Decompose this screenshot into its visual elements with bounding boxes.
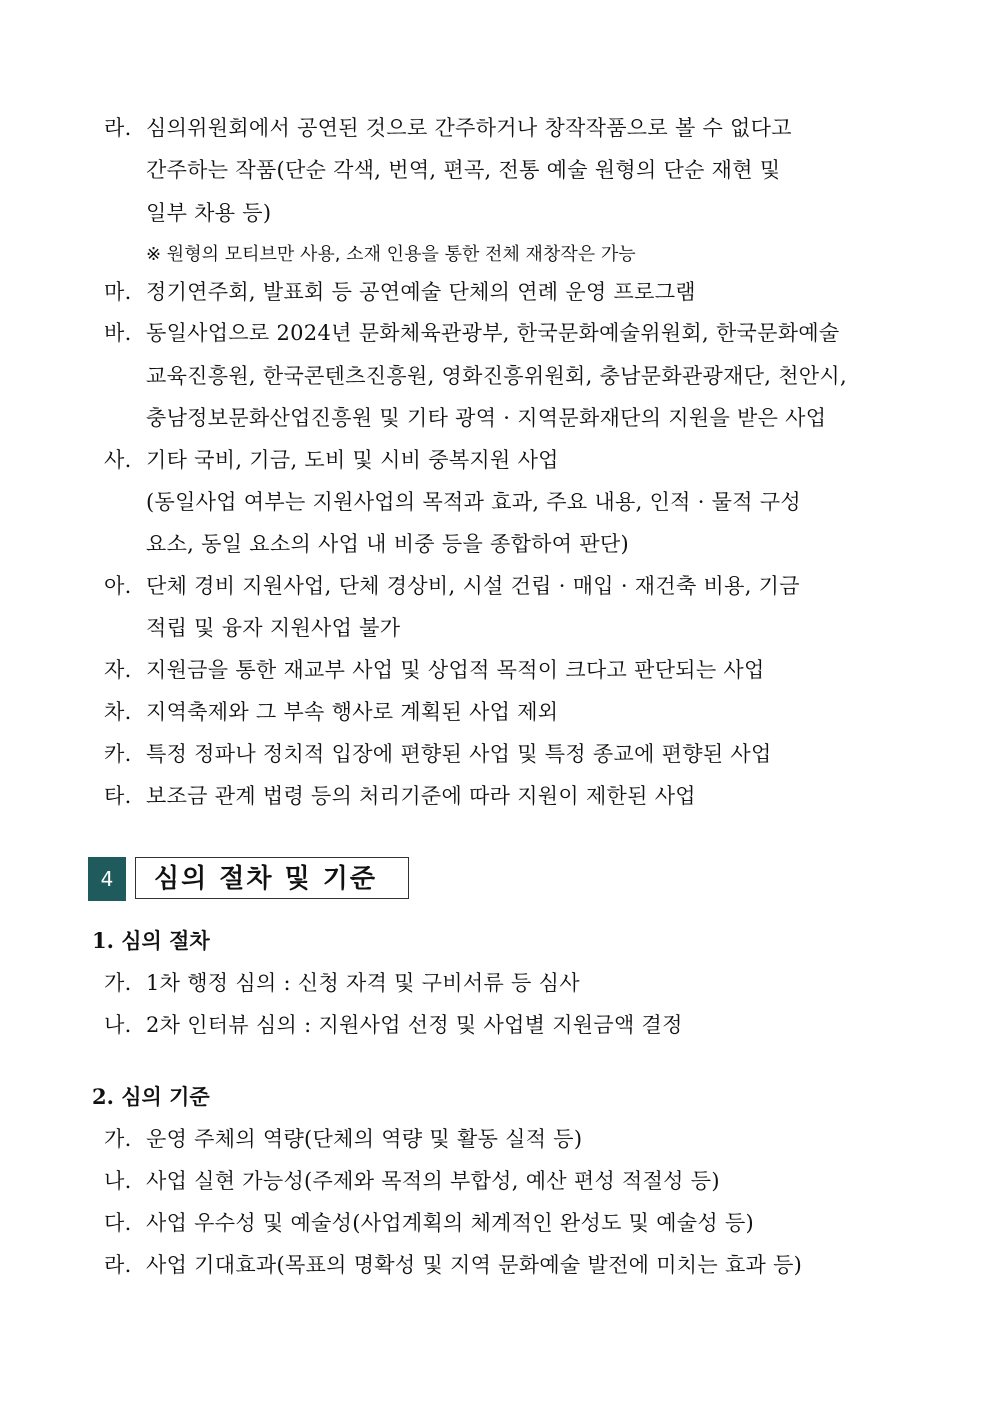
restriction-item-sa [104,445,559,475]
restriction-item-ba [104,318,840,348]
item-text-continuation: 일부 차용 등) [146,201,272,225]
restriction-item-ka [104,739,772,769]
item-text-continuation: (동일사업 여부는 지원사업의 목적과 효과, 주요 내용, 인적 · 물적 구성 [146,490,801,514]
item-text: 운영 주체의 역량(단체의 역량 및 활동 실적 등) [146,1127,583,1151]
item-text: 사업 우수성 및 예술성(사업계획의 체계적인 완성도 및 예술성 등) [146,1211,755,1235]
item-text: 1차 행정 심의 : 신청 자격 및 구비서류 등 심사 [146,971,580,995]
item-note: ※ 원형의 모티브만 사용, 소재 인용을 통한 전체 재창작은 가능 [146,244,636,265]
item-text-continuation: 교육진흥원, 한국콘텐츠진흥원, 영화진흥위원회, 충남문화관광재단, 천안시, [146,364,847,388]
item-text: 특정 정파나 정치적 입장에 편향된 사업 및 특정 종교에 편향된 사업 [146,742,772,766]
item-marker: 사. [104,448,132,472]
item-text: 단체 경비 지원사업, 단체 경상비, 시설 건립 · 매입 · 재건축 비용, 기금 [146,574,800,598]
item-text: 보조금 관계 법령 등의 처리기준에 따라 지원이 제한된 사업 [146,784,696,808]
item-text: 지역축제와 그 부속 행사로 계획된 사업 제외 [146,700,559,724]
item-text: 사업 기대효과(목표의 명확성 및 지역 문화예술 발전에 미치는 효과 등) [146,1253,803,1277]
item-text-continuation: 충남정보문화산업진흥원 및 기타 광역 · 지역문화재단의 지원을 받은 사업 [146,406,827,430]
section-number-badge: 4 [88,857,126,901]
item-text: 기타 국비, 기금, 도비 및 시비 중복지원 사업 [146,448,559,472]
item-marker: 타. [104,784,132,808]
item-marker: 차. [104,700,132,724]
restriction-item-ta [104,781,696,811]
item-marker: 가. [104,1127,132,1151]
item-text: 동일사업으로 2024년 문화체육관광부, 한국문화예술위원회, 한국문화예술 [146,321,840,345]
item-marker: 나. [104,1169,132,1193]
item-text: 2차 인터뷰 심의 : 지원사업 선정 및 사업별 지원금액 결정 [146,1013,683,1037]
item-marker: 자. [104,658,132,682]
criteria-item [104,1124,582,1154]
item-marker: 마. [104,280,132,304]
restriction-item-ra [104,113,792,143]
criteria-item [104,1208,754,1238]
item-marker: 다. [104,1211,132,1235]
criteria-item [104,1166,720,1196]
item-marker: 바. [104,321,132,345]
item-text: 사업 실현 가능성(주제와 목적의 부합성, 예산 편성 적절성 등) [146,1169,720,1193]
item-marker: 가. [104,971,132,995]
restriction-item-a [104,571,800,601]
restriction-item-ja [104,655,765,685]
section-title: 심의 절차 및 기준 [135,857,409,899]
item-marker: 라. [104,116,132,140]
restriction-item-cha [104,697,558,727]
item-marker: 나. [104,1013,132,1037]
item-text: 지원금을 통한 재교부 사업 및 상업적 목적이 크다고 판단되는 사업 [146,658,765,682]
procedure-heading: 1. 심의 절차 [92,928,210,953]
item-marker: 아. [104,574,132,598]
item-marker: 카. [104,742,132,766]
item-text-continuation: 적립 및 융자 지원사업 불가 [146,616,401,640]
criteria-item [104,1250,802,1280]
item-text: 정기연주회, 발표회 등 공연예술 단체의 연례 운영 프로그램 [146,280,696,304]
criteria-heading: 2. 심의 기준 [92,1084,210,1109]
item-marker: 라. [104,1253,132,1277]
item-text-continuation: 요소, 동일 요소의 사업 내 비중 등을 종합하여 판단) [146,532,629,556]
item-text-continuation: 간주하는 작품(단순 각색, 번역, 편곡, 전통 예술 원형의 단순 재현 및 [146,158,781,182]
procedure-item [104,1010,683,1040]
item-text: 심의위원회에서 공연된 것으로 간주하거나 창작작품으로 볼 수 없다고 [146,116,792,140]
restriction-item-ma [104,277,696,307]
procedure-item [104,968,580,998]
